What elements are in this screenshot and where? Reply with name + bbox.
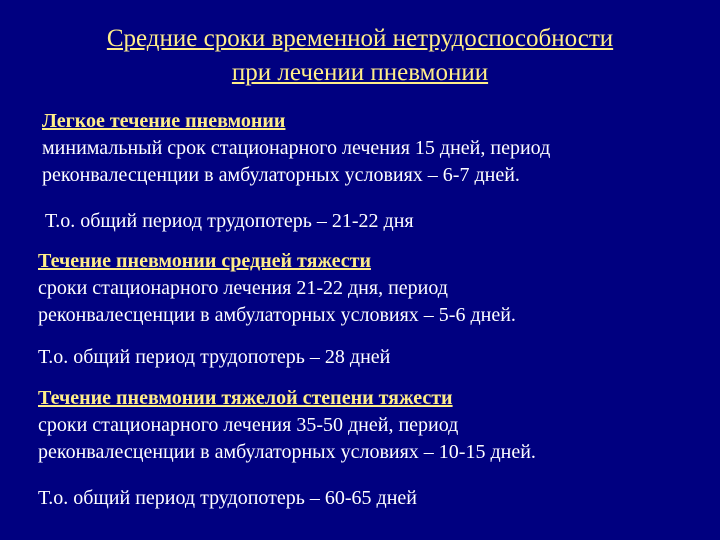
section-text-line-1: сроки стационарного лечения 35-50 дней, период [38,414,459,436]
slide-title-line-1: Средние сроки временной нетрудоспособности [106,25,614,52]
section-heading: Легкое течение пневмонии [42,110,286,132]
slide-title [0,22,720,90]
section-heading: Течение пневмонии тяжелой степени тяжести [38,387,453,409]
section-severe [38,385,698,466]
section-total: Т.о. общий период трудопотерь – 60-65 дней [38,487,418,509]
section-text-line-2: реконвалесценции в амбулаторных условиях – 6-7 дней. [42,164,520,186]
section-mild [42,108,702,189]
section-moderate [38,248,698,329]
section-heading: Течение пневмонии средней тяжести [38,250,371,272]
slide-title-line-2: при лечении пневмонии [231,59,489,86]
section-total: Т.о. общий период трудопотерь – 21-22 дня [45,210,414,232]
section-text-line-1: сроки стационарного лечения 21-22 дня, период [38,277,448,299]
section-text-line-2: реконвалесценции в амбулаторных условиях – 10-15 дней. [38,441,536,463]
section-total: Т.о. общий период трудопотерь – 28 дней [38,346,391,368]
section-text-line-2: реконвалесценции в амбулаторных условиях – 5-6 дней. [38,304,516,326]
section-text-line-1: минимальный срок стационарного лечения 15 дней, период [42,137,551,159]
